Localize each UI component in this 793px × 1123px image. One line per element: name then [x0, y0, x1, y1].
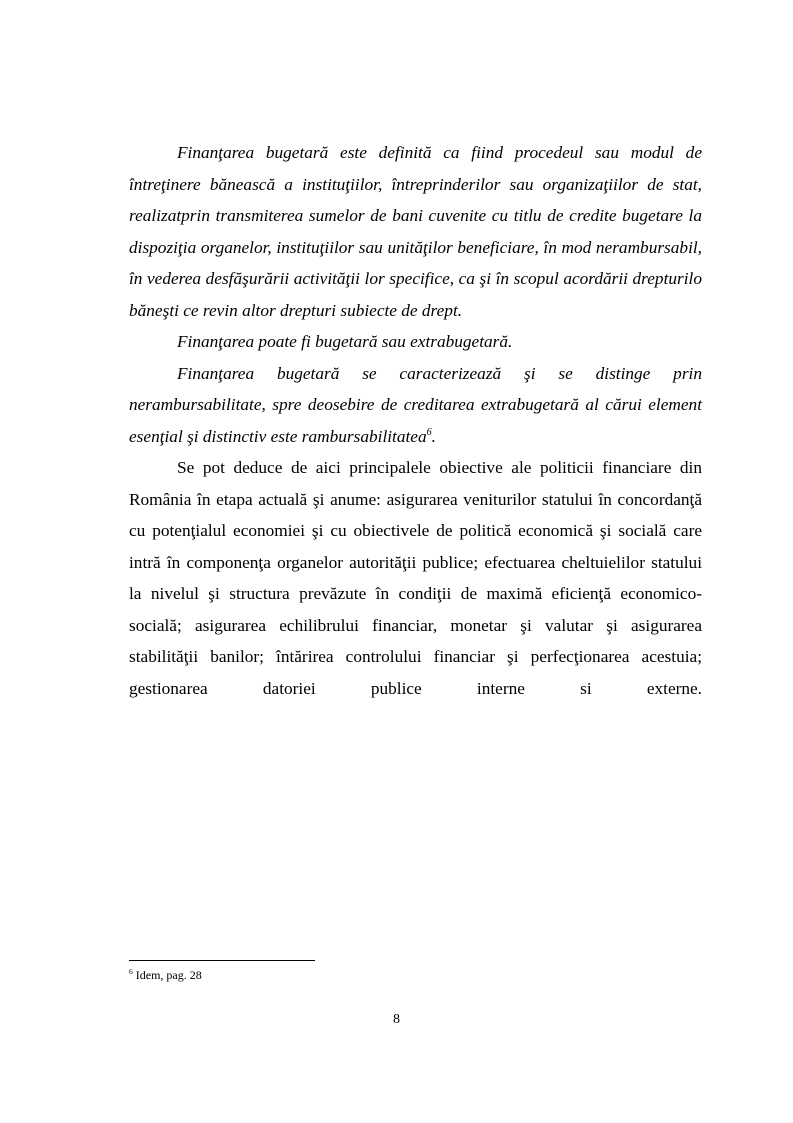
- footnote-reference[interactable]: 6: [426, 426, 432, 438]
- paragraph-financing-definition: Finanţarea bugetară este definită ca fiind procedeul sau modul de întreţinere bănească a instituţiilor, întreprinderilor sau organizaţiilor de stat, realizatprin transmiterea sumelor de bani cuvenite cu titlu de credite bugetare la dispoziţia organelor, instituţiilor sau unităţilor beneficiare, în mod nerambursabil, în vederea desfăşurării activităţii lor specifice, ca şi în scopul acordării drepturilo băneşti ce revin altor drepturi subiecte de drept.: [129, 143, 702, 320]
- paragraph-policy-objectives: Se pot deduce de aici principalele obiective ale politicii financiare din România în etapa actuală şi anume: asigurarea veniturilor statului în concordanţă cu potenţialul economiei şi cu obiectivele de politică economică şi socială care intră în componenţa organelor autorităţii publice; efectuarea cheltuielilor statului la nivelul şi structura prevăzute în condiţii de maximă eficienţă economico-socială; asigurarea echilibrului financiar, monetar şi valutar şi asigurarea stabilităţii banilor; întărirea controlului financiar şi perfecţionarea acestuia; gestionarea datoriei publice interne si externe.: [129, 458, 702, 698]
- paragraph-budget-financing: [129, 358, 702, 453]
- footnote-number: 6: [129, 967, 133, 976]
- footnote: [129, 968, 202, 982]
- page-number: 8: [393, 1012, 400, 1027]
- paragraph-budget-financing-end: .: [431, 426, 436, 446]
- paragraph-budget-financing-text: Finanţarea bugetară se caracterizează şi se distinge prin nerambursabilitate, spre deosebire de creditarea extrabugetară al cărui element esenţial şi distinctiv este rambursabilitatea: [129, 363, 702, 446]
- footnote-separator: [129, 960, 315, 961]
- body-text: [129, 137, 702, 704]
- paragraph-financing-types: Finanţarea poate fi bugetară sau extrabugetară.: [177, 332, 513, 351]
- footnote-text: Idem, pag. 28: [132, 968, 202, 982]
